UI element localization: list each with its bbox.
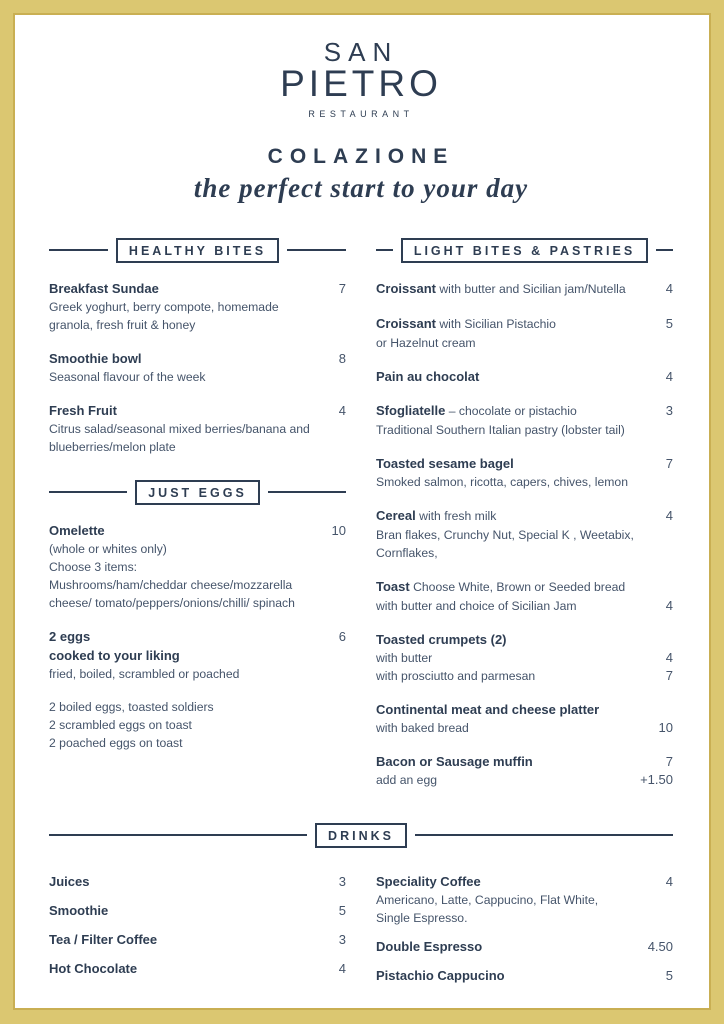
menu-item-head-text <box>49 279 331 298</box>
divider-line <box>656 249 673 251</box>
item-name: Cereal <box>376 507 416 523</box>
item-line <box>376 909 673 927</box>
item-line <box>49 594 346 612</box>
item-line <box>376 649 673 667</box>
menu-item-head <box>376 700 673 719</box>
item-list <box>49 279 346 456</box>
item-description: 2 poached eggs on toast <box>49 735 183 750</box>
section-header-drinks <box>49 823 673 848</box>
logo-word-san: SAN <box>323 37 399 67</box>
item-price: 4 <box>665 368 673 384</box>
menu-item <box>49 872 346 891</box>
item-line <box>376 473 673 491</box>
item-description: with butter and Sicilian jam/Nutella <box>435 281 626 296</box>
menu-item-head-text <box>376 314 658 334</box>
menu-item-head-text <box>49 401 331 420</box>
item-description: cheese/ tomato/peppers/onions/chilli/ spinach <box>49 595 295 610</box>
item-list <box>49 521 346 752</box>
item-name: Toasted sesame bagel <box>376 455 514 471</box>
menu-item <box>49 349 346 386</box>
menu-item <box>376 700 673 737</box>
item-name: Breakfast Sundae <box>49 280 159 296</box>
item-description: Americano, Latte, Cappucino, Flat White, <box>376 892 599 907</box>
menu-item-head-text <box>376 367 658 386</box>
menu-item-head-text <box>49 930 331 949</box>
menu-item-head <box>49 930 346 949</box>
menu-item <box>376 630 673 685</box>
item-description: with Sicilian Pistachio <box>435 316 556 331</box>
right-column <box>376 238 673 789</box>
logo-word-pietro: PIETRO <box>280 63 442 104</box>
item-name: Pistachio Cappucino <box>376 967 505 983</box>
menu-item-head <box>376 577 673 597</box>
menu-item <box>376 454 673 491</box>
menu-item-head-text <box>49 959 331 978</box>
item-line <box>49 420 346 438</box>
item-line <box>376 719 673 737</box>
item-line <box>376 891 673 909</box>
menu-item <box>49 279 346 334</box>
item-name-line2: cooked to your liking <box>49 647 180 663</box>
item-price: 7 <box>665 667 673 683</box>
item-name: Tea / Filter Coffee <box>49 931 158 947</box>
menu-item-head <box>376 966 673 985</box>
section-header-healthy-bites <box>49 238 346 263</box>
menu-item <box>49 698 346 752</box>
item-description: blueberries/melon plate <box>49 439 176 454</box>
menu-tagline: the perfect start to your day <box>193 172 529 203</box>
menu-item-head-text <box>49 627 331 646</box>
menu-item-head-text <box>376 937 640 956</box>
menu-columns <box>49 238 673 789</box>
menu-title: COLAZIONE <box>267 144 455 168</box>
item-description: Mushrooms/ham/cheddar cheese/mozzarella <box>49 577 293 592</box>
item-price: 4 <box>665 597 673 613</box>
item-list <box>376 279 673 789</box>
menu-item <box>376 577 673 615</box>
item-line <box>49 558 346 576</box>
item-line <box>49 316 346 334</box>
menu-item-head-text <box>376 752 658 771</box>
item-price: 4 <box>665 649 673 665</box>
item-line <box>49 716 346 734</box>
item-description: Greek yoghurt, berry compote, homemade <box>49 299 279 314</box>
logo-restaurant-label: RESTAURANT <box>308 108 414 119</box>
item-description: 2 boiled eggs, toasted soldiers <box>49 699 214 714</box>
item-name: Speciality Coffee <box>376 873 481 889</box>
item-name: Toast <box>376 578 410 594</box>
item-description: – chocolate or pistachio <box>445 403 577 418</box>
section-title: JUST EGGS <box>135 480 260 505</box>
divider-line <box>287 249 346 251</box>
item-line <box>49 734 346 752</box>
item-name: Croissant <box>376 315 436 331</box>
item-price: +1.50 <box>640 771 673 787</box>
menu-item-head-text <box>376 700 673 719</box>
item-price: 5 <box>338 902 346 918</box>
drinks-left-column <box>49 872 346 995</box>
item-description: Traditional Southern Italian pastry (lobster tail) <box>376 422 625 437</box>
section-just-eggs <box>49 480 346 752</box>
menu-item <box>49 627 346 683</box>
item-name: 2 eggs <box>49 628 91 644</box>
menu-item-head <box>49 627 346 646</box>
menu-item-head <box>376 401 673 421</box>
item-line <box>376 771 673 789</box>
item-price: 4 <box>665 873 673 889</box>
menu-item-head <box>49 872 346 891</box>
section-drinks <box>49 823 673 995</box>
divider-line <box>268 491 346 493</box>
item-description: with baked bread <box>376 720 469 735</box>
section-header-just-eggs <box>49 480 346 505</box>
item-price: 4.50 <box>647 938 673 954</box>
menu-item-head-text <box>49 349 331 368</box>
menu-item-head-text <box>376 966 658 985</box>
item-price: 4 <box>665 507 673 523</box>
item-description: Choose 3 items: <box>49 559 138 574</box>
item-price: 4 <box>338 402 346 418</box>
item-price: 7 <box>665 753 673 769</box>
item-name: Pain au chocolat <box>376 368 480 384</box>
item-description: with prosciutto and parmesan <box>376 668 536 683</box>
item-line <box>49 665 346 683</box>
divider-line <box>49 249 108 251</box>
menu-item-head <box>49 401 346 420</box>
menu-item <box>49 901 346 920</box>
item-name: Croissant <box>376 280 436 296</box>
item-price: 3 <box>338 873 346 889</box>
item-line <box>49 576 346 594</box>
menu-item-head <box>376 279 673 299</box>
menu-item <box>376 872 673 927</box>
menu-item-head <box>376 314 673 334</box>
item-name: Sfogliatelle <box>376 402 446 418</box>
item-line <box>376 334 673 352</box>
divider-line <box>49 834 307 836</box>
item-line <box>376 544 673 562</box>
item-line <box>376 667 673 685</box>
item-description: fried, boiled, scrambled or poached <box>49 666 240 681</box>
menu-item-head-text <box>376 577 673 597</box>
item-price: 7 <box>338 280 346 296</box>
item-name: Hot Chocolate <box>49 960 138 976</box>
item-price: 10 <box>658 719 673 735</box>
item-name: Juices <box>49 873 90 889</box>
item-name: Bacon or Sausage muffin <box>376 753 533 769</box>
item-price: 3 <box>665 402 673 418</box>
menu-item-head <box>49 901 346 920</box>
item-name: Smoothie bowl <box>49 350 142 366</box>
item-description: Cornflakes, <box>376 545 438 560</box>
menu-item-head <box>376 454 673 473</box>
drinks-columns <box>49 872 673 995</box>
item-name: Double Espresso <box>376 938 483 954</box>
menu-item <box>49 959 346 978</box>
menu-item-head <box>376 506 673 526</box>
item-line <box>376 597 673 615</box>
menu-item-head-text <box>376 401 658 421</box>
item-price: 3 <box>338 931 346 947</box>
menu-item-head-text <box>376 872 658 891</box>
item-line <box>49 438 346 456</box>
menu-item-head <box>376 752 673 771</box>
item-description: Smoked salmon, ricotta, capers, chives, lemon <box>376 474 628 489</box>
item-description: add an egg <box>376 772 437 787</box>
item-line <box>49 698 346 716</box>
menu-item-head <box>376 367 673 386</box>
item-price: 7 <box>665 455 673 471</box>
item-name: Omelette <box>49 522 105 538</box>
item-name: Smoothie <box>49 902 109 918</box>
menu-item-head <box>49 959 346 978</box>
item-description: 2 scrambled eggs on toast <box>49 717 192 732</box>
drinks-right-column <box>376 872 673 995</box>
section-light-bites <box>376 238 673 789</box>
menu-item <box>376 401 673 439</box>
item-description: Bran flakes, Crunchy Nut, Special K , Weetabix, <box>376 527 634 542</box>
menu-item-head-text <box>49 872 331 891</box>
item-description: Choose White, Brown or Seeded bread <box>409 579 626 594</box>
menu-item <box>376 937 673 956</box>
section-healthy-bites <box>49 238 346 456</box>
item-price: 5 <box>665 967 673 983</box>
item-price: 5 <box>665 315 673 331</box>
menu-item-head-text <box>49 521 324 540</box>
divider-line <box>415 834 673 836</box>
menu-item <box>376 752 673 789</box>
menu-page <box>15 15 709 1008</box>
menu-item <box>376 279 673 299</box>
menu-item-head <box>376 872 673 891</box>
item-description: or Hazelnut cream <box>376 335 476 350</box>
menu-item-head <box>376 630 673 649</box>
menu-item-head-text <box>376 630 673 649</box>
menu-item-head-text <box>49 901 331 920</box>
menu-item <box>376 966 673 985</box>
section-title: DRINKS <box>315 823 407 848</box>
menu-item <box>376 506 673 562</box>
menu-item-head-text <box>376 506 658 526</box>
divider-line <box>49 491 127 493</box>
menu-item-head <box>49 521 346 540</box>
left-column <box>49 238 346 789</box>
menu-item-head <box>376 937 673 956</box>
item-line <box>376 421 673 439</box>
menu-item-head-text <box>376 454 658 473</box>
menu-item <box>49 521 346 612</box>
item-name: Fresh Fruit <box>49 402 117 418</box>
divider-line <box>376 249 393 251</box>
item-line <box>376 526 673 544</box>
item-name: Toasted crumpets (2) <box>376 631 507 647</box>
item-description: with butter and choice of Sicilian Jam <box>376 598 577 613</box>
menu-item <box>49 401 346 456</box>
item-description: Citrus salad/seasonal mixed berries/banana and <box>49 421 310 436</box>
item-description: (whole or whites only) <box>49 541 167 556</box>
item-description: with fresh milk <box>415 508 497 523</box>
item-line <box>49 368 346 386</box>
menu-item <box>376 314 673 352</box>
item-price: 10 <box>331 522 346 538</box>
section-title: LIGHT BITES & PASTRIES <box>401 238 648 263</box>
item-description: Seasonal flavour of the week <box>49 369 206 384</box>
item-name: Continental meat and cheese platter <box>376 701 600 717</box>
item-line <box>49 540 346 558</box>
item-line <box>49 298 346 316</box>
menu-item-head <box>49 349 346 368</box>
menu-item-head-text <box>376 279 658 299</box>
item-description: Single Espresso. <box>376 910 468 925</box>
menu-item-head <box>49 279 346 298</box>
section-title: HEALTHY BITES <box>116 238 279 263</box>
menu-header <box>49 39 673 204</box>
menu-item <box>376 367 673 386</box>
item-price: 6 <box>338 628 346 644</box>
item-description: granola, fresh fruit & honey <box>49 317 196 332</box>
item-description: with butter <box>376 650 433 665</box>
item-price: 4 <box>665 280 673 296</box>
menu-item <box>49 930 346 949</box>
item-price: 4 <box>338 960 346 976</box>
section-header-light-bites <box>376 238 673 263</box>
item-price: 8 <box>338 350 346 366</box>
